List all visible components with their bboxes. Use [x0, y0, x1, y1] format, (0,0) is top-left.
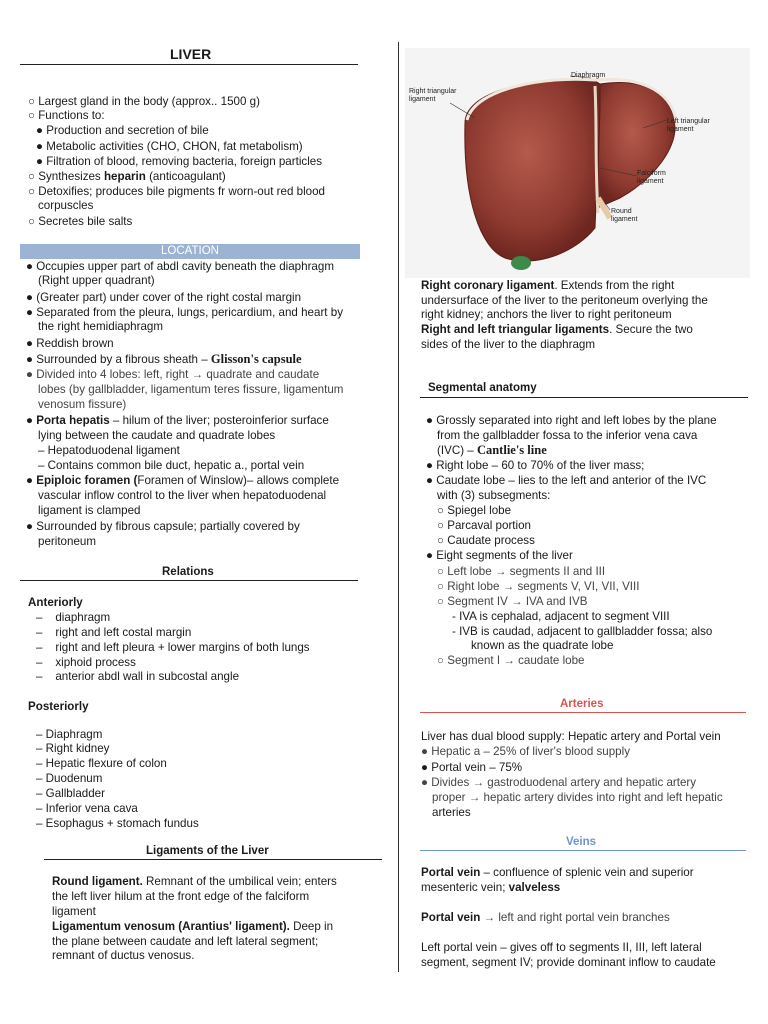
veins-heading: Veins — [566, 836, 597, 848]
location-line: ● Surrounded by a fibrous sheath – Glisson's capsule — [26, 352, 302, 366]
artery-line: ● Portal vein – 75% — [421, 761, 523, 774]
location-line: vascular inflow control to the liver when hepatoduodenal — [38, 489, 327, 502]
arteries-heading: Arteries — [560, 698, 604, 710]
segment-line: ○ Parcaval portion — [437, 519, 532, 532]
location-line: the right hemidiaphragm — [38, 320, 164, 333]
segment-line: ● Right lobe – 60 to 70% of the liver mass; — [426, 459, 645, 472]
segment-line: ○ Left lobe → segments II and III — [437, 565, 606, 578]
artery-line: proper → hepatic artery divides into right and left hepatic — [432, 791, 723, 804]
coronary-line: right kidney; anchors the liver to right peritoneum — [421, 308, 672, 321]
ligament-line: ligament — [52, 905, 96, 918]
segmental-heading: Segmental anatomy — [428, 382, 537, 394]
liver-right-lobe — [465, 80, 603, 261]
ligaments-heading: Ligaments of the Liver — [146, 845, 269, 857]
coronary-line: Right coronary ligament. Extends from the right — [421, 279, 675, 292]
segment-line: ○ Spiegel lobe — [437, 504, 512, 517]
coronary-line: sides of the liver to the diaphragm — [421, 338, 596, 351]
arteries-rule — [420, 712, 746, 713]
segment-line: - IVB is caudad, adjacent to gallbladder fossa; also — [452, 625, 713, 638]
location-line: peritoneum — [38, 535, 97, 548]
segment-line: ○ Caudate process — [437, 534, 535, 547]
intro-line: corpuscles — [38, 199, 94, 212]
location-heading: LOCATION — [20, 244, 360, 259]
liver-illustration — [405, 48, 750, 278]
relation-item: – Esophagus + stomach fundus — [36, 817, 199, 830]
artery-line: ● Hepatic a – 25% of liver's blood supply — [421, 745, 630, 758]
location-line: ● Separated from the pleura, lungs, pericardium, and heart by — [26, 306, 343, 319]
ligament-line: the plane between caudate and left lateral segment; — [52, 935, 319, 948]
relation-item: – xiphoid process — [36, 656, 136, 669]
intro-line: ● Production and secretion of bile — [36, 124, 209, 137]
vein-line: Portal vein – confluence of splenic vein and superior — [421, 866, 694, 879]
falciform-label: Falciform ligament — [637, 170, 666, 185]
segmental-rule — [420, 397, 748, 398]
location-line: lying between the caudate and quadrate lobes — [38, 429, 276, 442]
relations-heading: Relations — [162, 566, 214, 578]
diaphragm-label: Diaphragm — [571, 72, 606, 79]
segment-line: - IVA is cephalad, adjacent to segment VIII — [452, 610, 670, 623]
ligament-line: remnant of ductus venosus. — [52, 949, 195, 962]
location-line: ● Occupies upper part of abdl cavity beneath the diaphragm — [26, 260, 334, 273]
intro-line: ○ Largest gland in the body (approx.. 1500 g) — [28, 95, 260, 108]
relation-item: – diaphragm — [36, 611, 111, 624]
segment-line: (IVC) – Cantlie's line — [437, 443, 547, 457]
relation-item: – right and left pleura + lower margins of both lungs — [36, 641, 310, 654]
relation-item: – Duodenum — [36, 772, 103, 785]
location-line: (Right upper quadrant) — [38, 274, 155, 287]
segment-line: ○ Segment IV → IVA and IVB — [437, 595, 588, 608]
vein-line: segment, segment IV; provide dominant inflow to caudate — [421, 956, 716, 969]
relation-item: – anterior abdl wall in subcostal angle — [36, 670, 240, 683]
posteriorly-heading: Posteriorly — [28, 700, 89, 713]
liver-figure — [405, 48, 750, 278]
left-triangular-label: Left triangular ligament — [667, 118, 710, 133]
intro-line: ○ Synthesizes heparin (anticoagulant) — [28, 170, 226, 183]
segment-line: ● Caudate lobe – lies to the left and anterior of the IVC — [426, 474, 707, 487]
relation-item: – Diaphragm — [36, 728, 103, 741]
relation-item: – Right kidney — [36, 742, 110, 755]
intro-line: ○ Detoxifies; produces bile pigments fr worn-out red blood — [28, 185, 325, 198]
coronary-line: Right and left triangular ligaments. Secure the two — [421, 323, 693, 336]
right-triangular-label: Right triangular ligament — [409, 88, 457, 103]
vein-line: Left portal vein – gives off to segments II, III, left lateral — [421, 941, 702, 954]
ligament-line: Round ligament. Remnant of the umbilical vein; enters — [52, 875, 337, 888]
location-line: ● Reddish brown — [26, 337, 114, 350]
segment-line: known as the quadrate lobe — [471, 639, 614, 652]
segment-line: ○ Segment I → caudate lobe — [437, 654, 585, 667]
intro-line: ○ Functions to: — [28, 109, 105, 122]
location-line: ● Surrounded by fibrous capsule; partially covered by — [26, 520, 300, 533]
segment-line: ○ Right lobe → segments V, VI, VII, VIII — [437, 580, 640, 593]
artery-line: ● Divides → gastroduodenal artery and hepatic artery — [421, 776, 697, 789]
relation-item: – Hepatic flexure of colon — [36, 757, 167, 770]
segment-line: ● Eight segments of the liver — [426, 549, 573, 562]
anteriorly-heading: Anteriorly — [28, 596, 83, 609]
segment-line: from the gallbladder fossa to the inferior vena cava — [437, 429, 698, 442]
vein-line: mesenteric vein; valveless — [421, 881, 561, 894]
artery-line: arteries — [432, 806, 471, 819]
ligaments-rule — [44, 859, 382, 860]
location-line: lobes (by gallbladder, ligamentum teres fissure, ligamentum — [38, 383, 344, 396]
intro-line: ● Filtration of blood, removing bacteria, foreign particles — [36, 155, 323, 168]
location-line: ligament is clamped — [38, 504, 141, 517]
ligament-line: the left liver hilum at the front edge of the falciform — [52, 890, 310, 903]
segment-line: with (3) subsegments: — [437, 489, 551, 502]
round-ligament-label: Round ligament — [611, 208, 638, 223]
gallbladder — [511, 256, 531, 270]
relation-item: – right and left costal margin — [36, 626, 192, 639]
location-line: ● (Greater part) under cover of the right costal margin — [26, 291, 302, 304]
coronary-line: undersurface of the liver to the peritoneum overlying the — [421, 294, 708, 307]
segment-line: ● Grossly separated into right and left lobes by the plane — [426, 414, 717, 427]
intro-line: ○ Secretes bile salts — [28, 215, 133, 228]
location-line: ● Porta hepatis – hilum of the liver; posteroinferior surface — [26, 414, 329, 427]
veins-rule — [420, 850, 746, 851]
relation-item: – Inferior vena cava — [36, 802, 138, 815]
relations-rule — [20, 580, 358, 581]
location-line: – Hepatoduodenal ligament — [38, 444, 180, 457]
relation-item: – Gallbladder — [36, 787, 105, 800]
vein-line: Portal vein → left and right portal vein branches — [421, 911, 670, 924]
location-line: ● Divided into 4 lobes: left, right → quadrate and caudate — [26, 368, 320, 381]
location-line: ● Epiploic foramen (Foramen of Winslow)– allows complete — [26, 474, 340, 487]
ligament-line: Ligamentum venosum (Arantius' ligament). Deep in — [52, 920, 334, 933]
intro-line: ● Metabolic activities (CHO, CHON, fat metabolism) — [36, 140, 303, 153]
location-line: venosum fissure) — [38, 398, 127, 411]
artery-line: Liver has dual blood supply: Hepatic artery and Portal vein — [421, 730, 721, 743]
page-title: LIVER — [170, 46, 212, 62]
column-divider — [398, 42, 399, 972]
location-line: – Contains common bile duct, hepatic a., portal vein — [38, 459, 305, 472]
title-rule — [20, 64, 358, 65]
liver-left-lobe — [597, 83, 675, 208]
